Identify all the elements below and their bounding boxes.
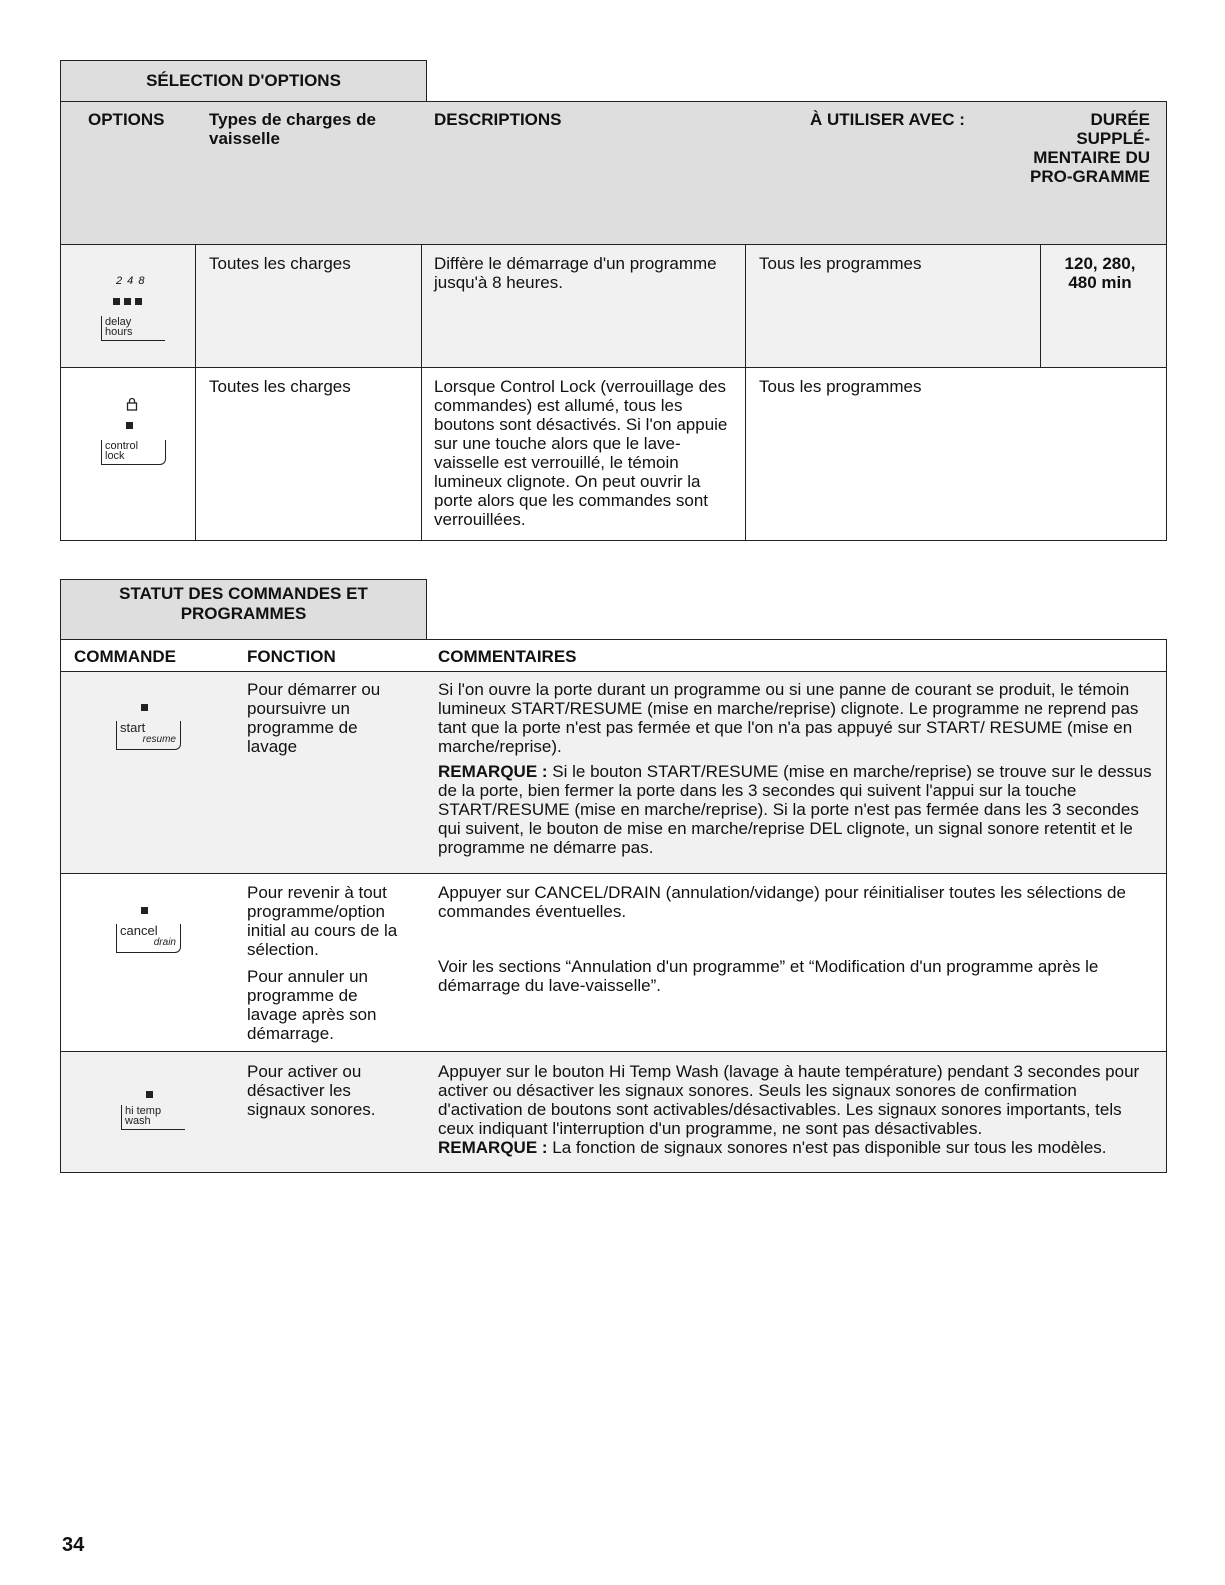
delay-hours-button-label: delay hours — [101, 316, 165, 341]
lock-icon — [126, 397, 138, 416]
row-comment: Si l'on ouvre la porte durant un programme ou si une panne de courant se produit, le témoin lumineux START/RESUME (mise en marche/reprise) clignote. Le programme ne reprend pas tant que la porte n'est pas fermée et que l'on n'a pas appuyé sur START/ RESUME (mise en marche/reprise). — [438, 680, 1139, 756]
note-text: La fonction de signaux sonores n'est pas disponible sur tous les modèles. — [552, 1138, 1107, 1157]
row-description: Lorsque Control Lock (verrouillage des commandes) est allumé, tous les boutons sont désactivés. Si l'on appuie sur une touche alors que le lave-vaisselle est verrouillé, le témoin lumineux clignote. On peut ouvrir la porte alors que les commandes sont verrouillées. — [434, 377, 728, 529]
header-use-with: À UTILISER AVEC : — [810, 110, 965, 129]
status-header-row — [61, 640, 1166, 672]
row-types: Toutes les charges — [209, 377, 351, 396]
options-section-title: SÉLECTION D'OPTIONS — [60, 60, 427, 101]
indicator-numbers: 2 4 8 — [116, 275, 146, 287]
indicator-light-icon — [126, 416, 133, 434]
start-resume-button-label: start resume — [116, 721, 181, 750]
delay-hours-icon — [116, 275, 145, 287]
row-comment: Voir les sections “Annulation d'un programme” et “Modification d'un programme après le démarrage du lave-vaisselle”. — [438, 957, 1099, 995]
indicator-light-icon — [141, 698, 148, 716]
row-note — [438, 762, 1153, 857]
hi-temp-wash-button-label: hi temp wash — [121, 1105, 185, 1130]
row-use-with: Tous les programmes — [759, 254, 922, 273]
header-duration: DURÉE SUPPLÉ-MENTAIRE DU PRO-GRAMME — [1030, 110, 1150, 186]
note-label: REMARQUE : — [438, 762, 548, 781]
indicator-light-icon — [141, 901, 148, 919]
note-label: REMARQUE : — [438, 1138, 548, 1157]
row-duration: 120, 280, 480 min — [1064, 254, 1136, 292]
row-use-with: Tous les programmes — [759, 377, 922, 396]
row-function: Pour revenir à tout programme/option initial au cours de la sélection. — [247, 883, 398, 959]
row-comment — [438, 1062, 1153, 1157]
row-function: Pour activer ou désactiver les signaux sonores. — [247, 1062, 376, 1119]
control-lock-button-label: control lock — [101, 440, 166, 465]
row-comment: Appuyer sur CANCEL/DRAIN (annulation/vidange) pour réinitialiser toutes les sélections de commandes éventuelles. — [438, 883, 1126, 921]
header-command: COMMANDE — [74, 647, 176, 666]
row-description: Diffère le démarrage d'un programme jusqu'à 8 heures. — [434, 254, 717, 292]
page-number: 34 — [62, 1534, 85, 1556]
header-types: Types de charges de vaisselle — [209, 110, 376, 148]
indicator-light-icon — [146, 1085, 153, 1103]
row-function: Pour annuler un programme de lavage après son démarrage. — [247, 967, 377, 1043]
header-descriptions: DESCRIPTIONS — [434, 110, 562, 129]
comment-text: Appuyer sur le bouton Hi Temp Wash (lavage à haute température) pendant 3 secondes pour activer ou désactiver les signaux sonores. Seuls les signaux sonores de confirmation d'activation de boutons sont activables/désactivables. Les signaux sonores importants, tels ceux indiquant l'interruption d'un programme, ne sont pas désactivables. — [438, 1062, 1140, 1138]
header-function: FONCTION — [247, 647, 336, 666]
header-comments: COMMENTAIRES — [438, 647, 577, 666]
cancel-drain-button-label: cancel drain — [116, 924, 181, 953]
row-types: Toutes les charges — [209, 254, 351, 273]
note-text: Si le bouton START/RESUME (mise en marche/reprise) se trouve sur le dessus de la porte, bien fermer la porte dans les 3 secondes qui suivent l'appui sur la touche START/RESUME (mise en marche/reprise). Si la porte n'est pas fermée dans les 3 secondes qui suivent, le bouton de mise en marche/reprise DEL clignote, un signal sonore retentit et le programme ne démarre pas. — [438, 762, 1152, 857]
header-options: OPTIONS — [88, 110, 165, 129]
indicator-lights-icon — [111, 292, 144, 310]
row-function: Pour démarrer ou poursuivre un programme de lavage — [247, 680, 381, 756]
status-section-title: STATUT DES COMMANDES ET PROGRAMMES — [60, 579, 427, 639]
